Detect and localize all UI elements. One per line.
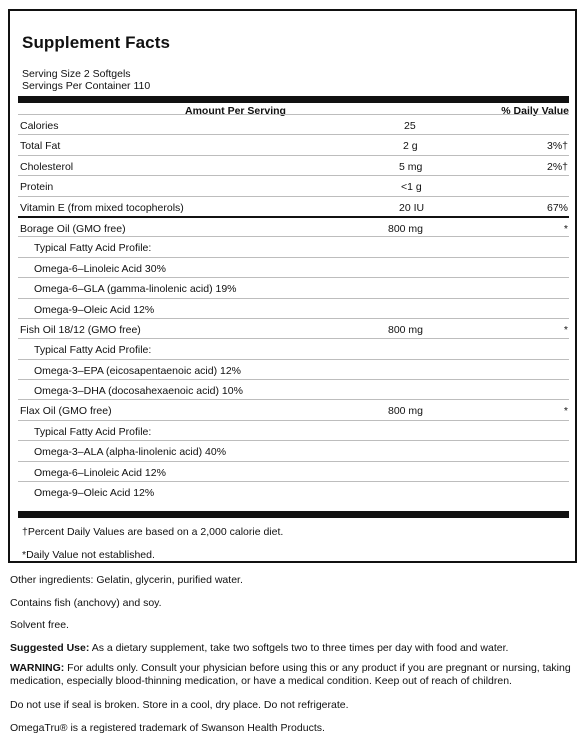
table-row	[18, 236, 569, 256]
nutrient-name: Omega-9–Oleic Acid 12%	[34, 303, 155, 316]
table-row	[18, 461, 569, 481]
table-row	[18, 338, 569, 358]
nutrient-name: Typical Fatty Acid Profile:	[34, 344, 152, 357]
nutrient-amount: 800 mg	[388, 405, 424, 418]
nutrient-name: Vitamin E (from mixed tocopherols)	[20, 201, 184, 214]
table-row	[18, 379, 569, 399]
table-row	[18, 114, 569, 134]
table-row	[18, 196, 569, 216]
table-row	[18, 359, 569, 379]
table-row	[18, 175, 569, 195]
nutrient-amount: 2 g	[403, 140, 418, 153]
nutrient-name: Flax Oil (GMO free)	[20, 405, 112, 418]
warning-label: WARNING:	[10, 662, 65, 674]
nutrient-name: Omega-3–DHA (docosahexaenoic acid) 10%	[34, 385, 243, 398]
table-row	[18, 481, 569, 501]
table-end-rule	[18, 511, 569, 518]
nutrient-amount: 800 mg	[388, 222, 424, 235]
nutrient-name: Calories	[20, 120, 59, 132]
nutrient-amount: 800 mg	[388, 323, 424, 336]
nutrient-daily-value: *	[563, 323, 568, 336]
nutrient-name: Total Fat	[20, 140, 61, 153]
serving-info	[22, 68, 150, 92]
suggested-use-label: Suggested Use:	[10, 642, 90, 654]
other-ingredients: Other ingredients: Gelatin, glycerin, purified water.	[10, 574, 243, 586]
footnote-daily-value: *Daily Value not established.	[22, 549, 155, 561]
table-row	[18, 399, 569, 419]
serving-size: Serving Size 2 Softgels	[22, 68, 131, 80]
nutrient-name: Omega-3–ALA (alpha-linolenic acid) 40%	[34, 446, 227, 459]
suggested-use	[10, 642, 580, 655]
solvent-statement: Solvent free.	[10, 619, 69, 631]
panel-title: Supplement Facts	[22, 33, 171, 52]
table-row	[18, 420, 569, 440]
nutrient-name: Omega-6–Linoleic Acid 30%	[34, 262, 166, 275]
nutrient-name: Omega-6–Linoleic Acid 12%	[34, 466, 166, 479]
nutrient-table	[18, 114, 569, 501]
suggested-use-text: As a dietary supplement, take two softgels two to three times per day with food and water.	[89, 642, 509, 654]
daily-value-header: % Daily Value	[501, 105, 569, 117]
footnote-percent: †Percent Daily Values are based on a 2,000 calorie diet.	[22, 526, 284, 538]
nutrient-name: Omega-6–GLA (gamma-linolenic acid) 19%	[34, 283, 237, 296]
nutrient-name: Omega-9–Oleic Acid 12%	[34, 487, 155, 500]
nutrient-amount: <1 g	[401, 181, 422, 194]
table-row	[18, 155, 569, 175]
allergen-statement: Contains fish (anchovy) and soy.	[10, 597, 162, 609]
nutrient-daily-value: *	[563, 405, 568, 418]
nutrient-daily-value: 67%	[546, 201, 568, 214]
nutrient-name: Cholesterol	[20, 160, 74, 173]
trademark-statement: OmegaTru® is a registered trademark of Swanson Health Products.	[10, 722, 325, 734]
table-row	[18, 318, 569, 338]
table-row	[18, 298, 569, 318]
table-row	[18, 257, 569, 277]
nutrient-amount: 25	[404, 120, 416, 132]
nutrient-name: Omega-3–EPA (eicosapentaenoic acid) 12%	[34, 364, 242, 377]
nutrient-amount: 5 mg	[399, 160, 423, 173]
table-header	[18, 96, 569, 117]
warning	[10, 662, 580, 688]
amount-per-serving-header: Amount Per Serving	[185, 105, 286, 117]
table-row	[18, 134, 569, 154]
storage-statement: Do not use if seal is broken. Store in a cool, dry place. Do not refrigerate.	[10, 699, 349, 711]
nutrient-daily-value: 2%†	[546, 160, 568, 173]
nutrient-name: Borage Oil (GMO free)	[20, 222, 126, 235]
nutrient-daily-value: *	[563, 222, 568, 235]
nutrient-daily-value: 3%†	[546, 140, 568, 153]
table-row	[18, 440, 569, 460]
nutrient-name: Typical Fatty Acid Profile:	[34, 425, 152, 438]
warning-text: For adults only. Consult your physician before using this or any product if you are pregnant or nursing, taking medication, especially blood-thinning medication, or have a medical condition. Keep out of reach of children.	[10, 662, 571, 687]
nutrient-amount: 20 IU	[399, 201, 425, 214]
nutrient-name: Typical Fatty Acid Profile:	[34, 242, 152, 255]
servings-per-container: Servings Per Container 110	[22, 80, 151, 92]
table-row	[18, 216, 569, 236]
nutrient-name: Fish Oil 18/12 (GMO free)	[20, 323, 141, 336]
nutrient-name: Protein	[20, 181, 54, 194]
table-row	[18, 277, 569, 297]
supplement-facts-panel	[8, 9, 577, 563]
